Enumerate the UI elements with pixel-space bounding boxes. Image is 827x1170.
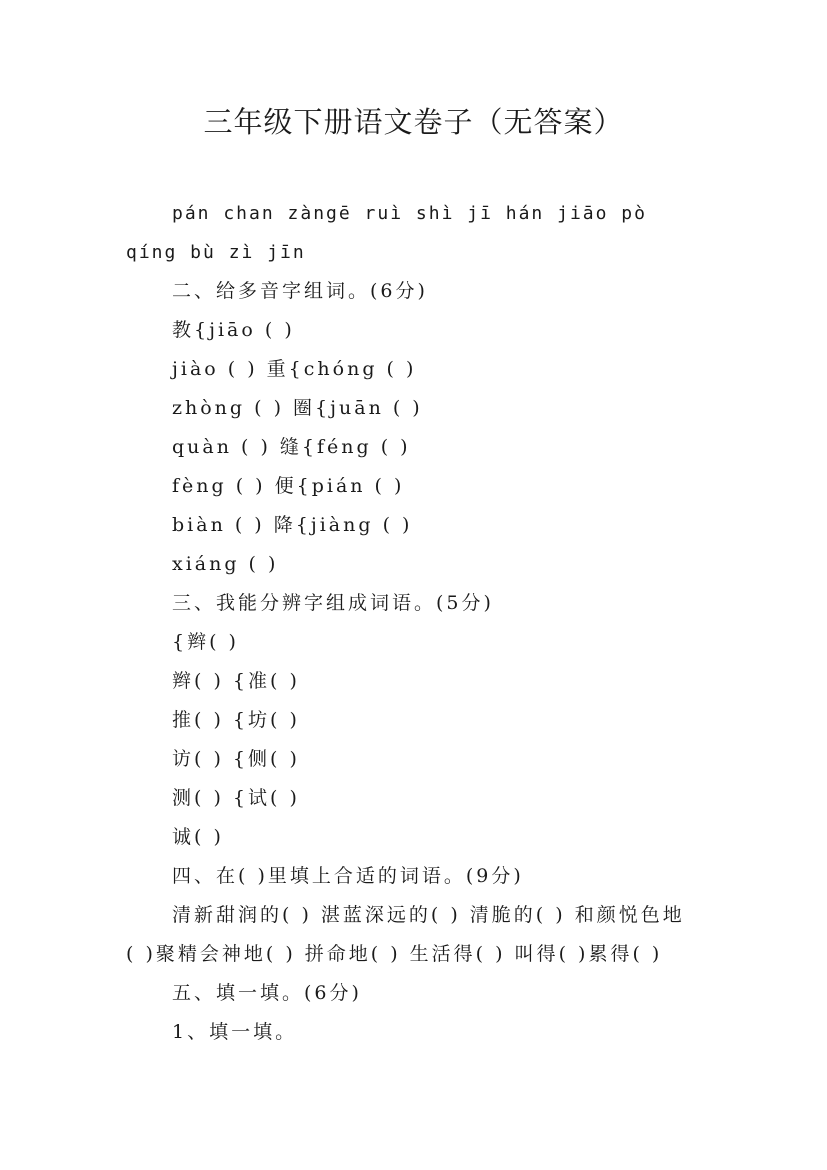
page-title: 三年级下册语文卷子（无答案）: [203, 105, 624, 139]
polyphone-line: 教{jiāo ( ): [172, 319, 295, 341]
document-body: [126, 194, 706, 1052]
section-five-heading: 五、填一填。(6分): [172, 982, 362, 1004]
question-one-line: 1、填一填。: [172, 1021, 298, 1043]
polyphone-line: xiáng ( ): [172, 553, 279, 575]
fill-words-line-1: 清新甜润的( ) 湛蓝深远的( ) 清脆的( ) 和颜悦色地: [172, 904, 685, 926]
character-line: {辫( ): [172, 631, 239, 653]
character-line: 推( ) {坊( ): [172, 709, 300, 731]
section-four-heading: 四、在( )里填上合适的词语。(9分): [172, 865, 524, 887]
polyphone-line: quàn ( ) 缝{féng ( ): [172, 436, 411, 458]
pinyin-line-1: pán chan zàngē ruì shì jī hán jiāo pò: [172, 203, 647, 224]
section-three-heading: 三、我能分辨字组成词语。(5分): [172, 592, 494, 614]
character-line: 诚( ): [172, 826, 224, 848]
fill-words-line-2: ( )聚精会神地( ) 拼命地( ) 生活得( ) 叫得( )累得( ): [126, 943, 663, 965]
polyphone-line: zhòng ( ) 圈{juān ( ): [172, 397, 423, 419]
character-line: 测( ) {试( ): [172, 787, 300, 809]
character-line: 辫( ) {准( ): [172, 670, 300, 692]
polyphone-line: fèng ( ) 便{pián ( ): [172, 475, 405, 497]
pinyin-line-2: qíng bù zì jīn: [126, 242, 306, 263]
polyphone-line: biàn ( ) 降{jiàng ( ): [172, 514, 413, 536]
section-two-heading: 二、给多音字组词。(6分): [172, 280, 428, 302]
character-line: 访( ) {侧( ): [172, 748, 300, 770]
polyphone-line: jiào ( ) 重{chóng ( ): [172, 358, 417, 380]
